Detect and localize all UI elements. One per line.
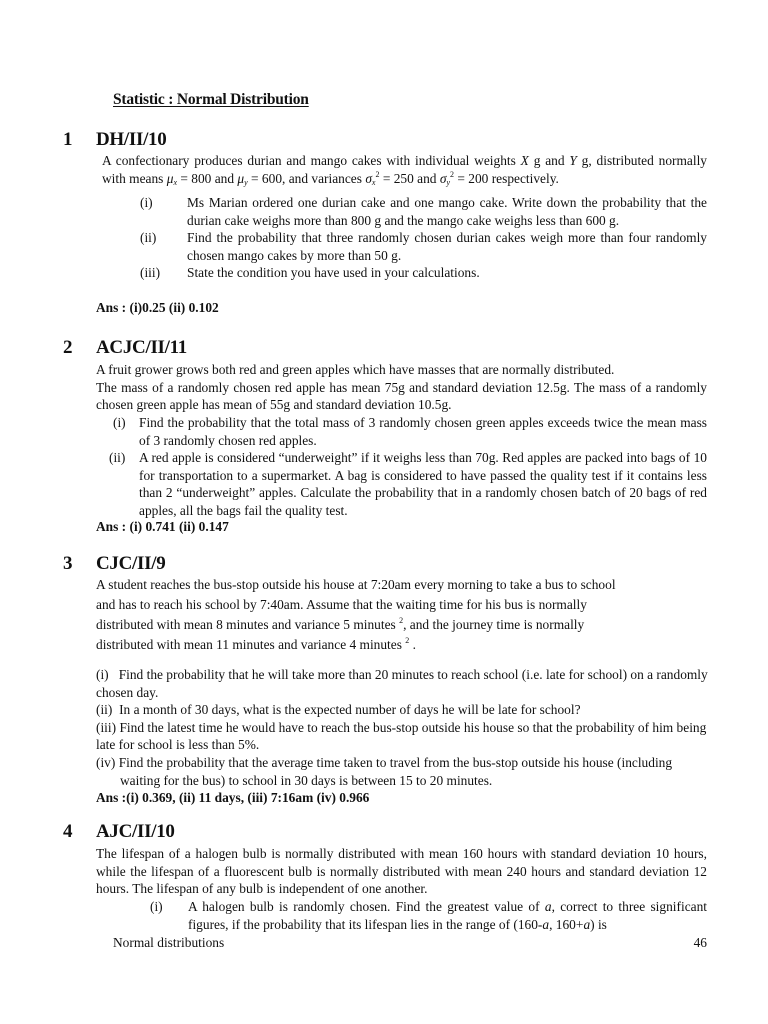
- question-4-parts: [150, 898, 707, 933]
- question-3-number: 3: [63, 553, 73, 574]
- part-text: Find the probability that three randomly chosen durian cakes weigh more than four randomly chosen mango cakes by more than 50 g.: [187, 230, 707, 263]
- question-3-parts: [96, 666, 710, 789]
- question-1-code: DH/II/10: [96, 129, 167, 150]
- part-text: A red apple is considered “underweight” if it weighs less than 70g. Red apples are packed into bags of 10 for transportation to a supermarket. A bag is considered to have passed the quality test if it contains less than 2 “underweight” apples. Calculate the probability that in a randomly chosen batch of 20 bags of red apples, all the bags fail the quality test.: [139, 450, 707, 518]
- part-label: (i): [150, 899, 163, 914]
- footer-page-number: 46: [693, 935, 707, 950]
- question-3-part-i: (i) Find the probability that he will take more than 20 minutes to reach school (i.e. late for school) on a randomly chosen day.: [96, 667, 708, 700]
- question-3-part-ii: (ii) In a month of 30 days, what is the expected number of days he will be late for school?: [96, 702, 581, 718]
- question-2-number: 2: [63, 337, 73, 358]
- part-label: (ii): [140, 230, 157, 246]
- part-label: (ii): [109, 450, 126, 466]
- question-2-code: ACJC/II/11: [96, 337, 187, 358]
- part-text: Find the probability that the total mass of 3 randomly chosen green apples exceeds twice the mean mass of 3 randomly chosen red apples.: [139, 415, 707, 448]
- question-3-part-iv: (iv) Find the probability that the average time taken to travel from the bus-stop outside his house (including waiting for the bus) to school in 30 days is between 15 to 20 minutes.: [96, 754, 673, 788]
- document-title: Statistic : Normal Distribution: [113, 91, 309, 108]
- question-1-part-ii: [140, 229, 707, 264]
- question-1-part-iii: [140, 264, 707, 282]
- part-label: (i): [140, 195, 153, 210]
- question-3-part-iii: (iii) Find the latest time he would have to reach the bus-stop outside his house so that the probability of him being late for school is less than 5%.: [96, 719, 707, 753]
- question-3-answer: Ans :(i) 0.369, (ii) 11 days, (iii) 7:16am (iv) 0.966: [96, 790, 370, 805]
- part-text: Ms Marian ordered one durian cake and one mango cake. Write down the probability that the durian cake weighs more than 800 g and the mango cake weighs less than 600 g.: [187, 195, 707, 228]
- question-3-code: CJC/II/9: [96, 553, 166, 574]
- question-2-part-i: [113, 414, 707, 449]
- question-2-parts: [109, 414, 707, 520]
- question-4-number: 4: [63, 821, 73, 842]
- question-1-answer: Ans : (i)0.25 (ii) 0.102: [96, 300, 219, 315]
- part-label: (iii): [140, 265, 161, 281]
- question-1-parts: [140, 194, 707, 282]
- part-label: (i): [113, 415, 126, 430]
- question-4-intro: The lifespan of a halogen bulb is normally distributed with mean 160 hours with standard deviation 10 hours, while the lifespan of a fluorescent bulb is normally distributed with mean 240 hours and standard deviation 12 hours. The lifespan of any bulb is independent of one another.: [96, 846, 707, 897]
- question-2-intro: A fruit grower grows both red and green apples which have masses that are normally distributed. The mass of a randomly chosen red apple has mean 75g and standard deviation 12.5g. The mass of a randomly chosen green apple has mean of 55g and standard deviation 10.5g.: [96, 362, 707, 413]
- part-text: State the condition you have used in your calculations.: [187, 265, 480, 281]
- question-4-part-i: [150, 898, 707, 933]
- question-2-part-ii: [109, 449, 707, 519]
- footer-section-name: Normal distributions: [113, 935, 225, 950]
- question-1-intro: A confectionary produces durian and mango cakes with individual weights X g and Y g, distributed normally with means $\mu_x = 800$ and $\mu_y = 600$, and variances $\sigma_x^2 = 250$ and $\sigma_y^2 = 200$ respectively.: [102, 153, 707, 187]
- question-2-answer: Ans : (i) 0.741 (ii) 0.147: [96, 519, 229, 534]
- question-4-code: AJC/II/10: [96, 821, 175, 842]
- question-1-number: 1: [63, 129, 73, 150]
- question-1-part-i: [140, 194, 707, 229]
- question-3-intro: A student reaches the bus-stop outside his house at 7:20am every morning to take a bus to school and has to reach his school by 7:40am. Assume that the waiting time for his bus is normally distributed with mean 8 minutes and variance 5 minutes $^2$, and the journey time is normally distributed with mean 11 minutes and variance 4 minutes $^2$ .: [96, 577, 616, 652]
- part-text: A halogen bulb is randomly chosen. Find the greatest value of a, correct to three significant figures, if the probability that its lifespan lies in the range of (160-a, 160+a) is: [188, 899, 707, 932]
